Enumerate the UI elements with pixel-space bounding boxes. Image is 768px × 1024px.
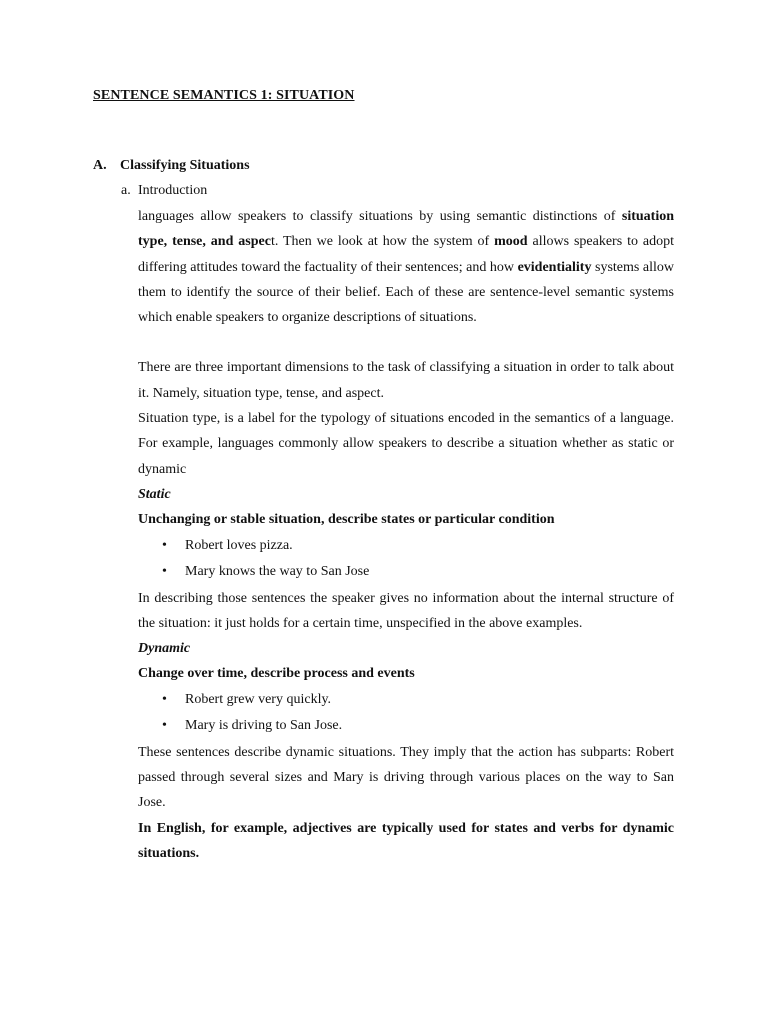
subsection-marker: a. bbox=[121, 183, 131, 198]
list-item bbox=[138, 533, 674, 560]
list-item bbox=[138, 559, 674, 586]
bullet-icon: • bbox=[162, 537, 167, 553]
list-item bbox=[138, 687, 674, 714]
static-example-1: Robert loves pizza. bbox=[185, 537, 293, 553]
static-example-2: Mary knows the way to San Jose bbox=[185, 564, 370, 580]
intro-text-2: t. Then we look at how the system of bbox=[270, 234, 495, 250]
static-heading: Static bbox=[138, 486, 171, 502]
subsection-heading bbox=[121, 183, 207, 199]
intro-paragraph bbox=[138, 204, 674, 330]
intro-text-1: languages allow speakers to classify situations by using semantic distinctions of bbox=[138, 209, 622, 224]
section-heading-text: Classifying Situations bbox=[120, 158, 250, 173]
dynamic-heading: Dynamic bbox=[138, 641, 191, 657]
bullet-icon: • bbox=[162, 564, 167, 580]
static-definition: Unchanging or stable situation, describe states or particular condition bbox=[138, 512, 555, 528]
list-item bbox=[138, 713, 674, 740]
dynamic-example-2: Mary is driving to San Jose. bbox=[185, 718, 343, 734]
situation-type-paragraph: Situation type, is a label for the typology of situations encoded in the semantics of a language. For example, languages commonly allow speakers to describe a situation whether as static or dynamic bbox=[138, 411, 674, 477]
bullet-icon: • bbox=[162, 718, 167, 734]
intro-bold-mood: mood bbox=[494, 234, 528, 250]
section-marker: A. bbox=[93, 158, 107, 173]
dynamic-explanation: These sentences describe dynamic situations. They imply that the action has subparts: Robert passed through several sizes and Mary is driving through various places on the way to San Jose. bbox=[138, 744, 674, 811]
section-heading bbox=[93, 158, 250, 174]
intro-text-3: allows speakers to adopt differing attitudes toward the factuality of their sentences; and how bbox=[138, 234, 674, 275]
document-title: SENTENCE SEMANTICS 1: SITUATION bbox=[93, 88, 355, 103]
static-explanation: In describing those sentences the speaker gives no information about the internal structure of the situation: it just holds for a certain time, unspecified in the above examples. bbox=[138, 590, 674, 631]
intro-bold-situation-type: situation type, tense, and aspec bbox=[138, 209, 674, 250]
conclusion-paragraph: In English, for example, adjectives are typically used for states and verbs for dynamic situations. bbox=[138, 820, 674, 861]
dynamic-examples-list bbox=[138, 687, 674, 740]
intro-bold-evidentiality: evidentiality bbox=[517, 259, 592, 275]
dynamic-definition: Change over time, describe process and events bbox=[138, 666, 415, 682]
static-examples-list bbox=[138, 533, 674, 586]
dynamic-example-1: Robert grew very quickly. bbox=[185, 691, 332, 707]
dimensions-paragraph: There are three important dimensions to the task of classifying a situation in order to talk about it. Namely, situation type, tense, and aspect. bbox=[138, 360, 674, 401]
subsection-heading-text: Introduction bbox=[138, 183, 208, 198]
bullet-icon: • bbox=[162, 691, 167, 707]
document-body bbox=[138, 204, 674, 866]
intro-text-4: systems allow them to identify the source of their belief. Each of these are sentence-level semantic systems which enable speakers to organize descriptions of situations. bbox=[138, 259, 674, 326]
